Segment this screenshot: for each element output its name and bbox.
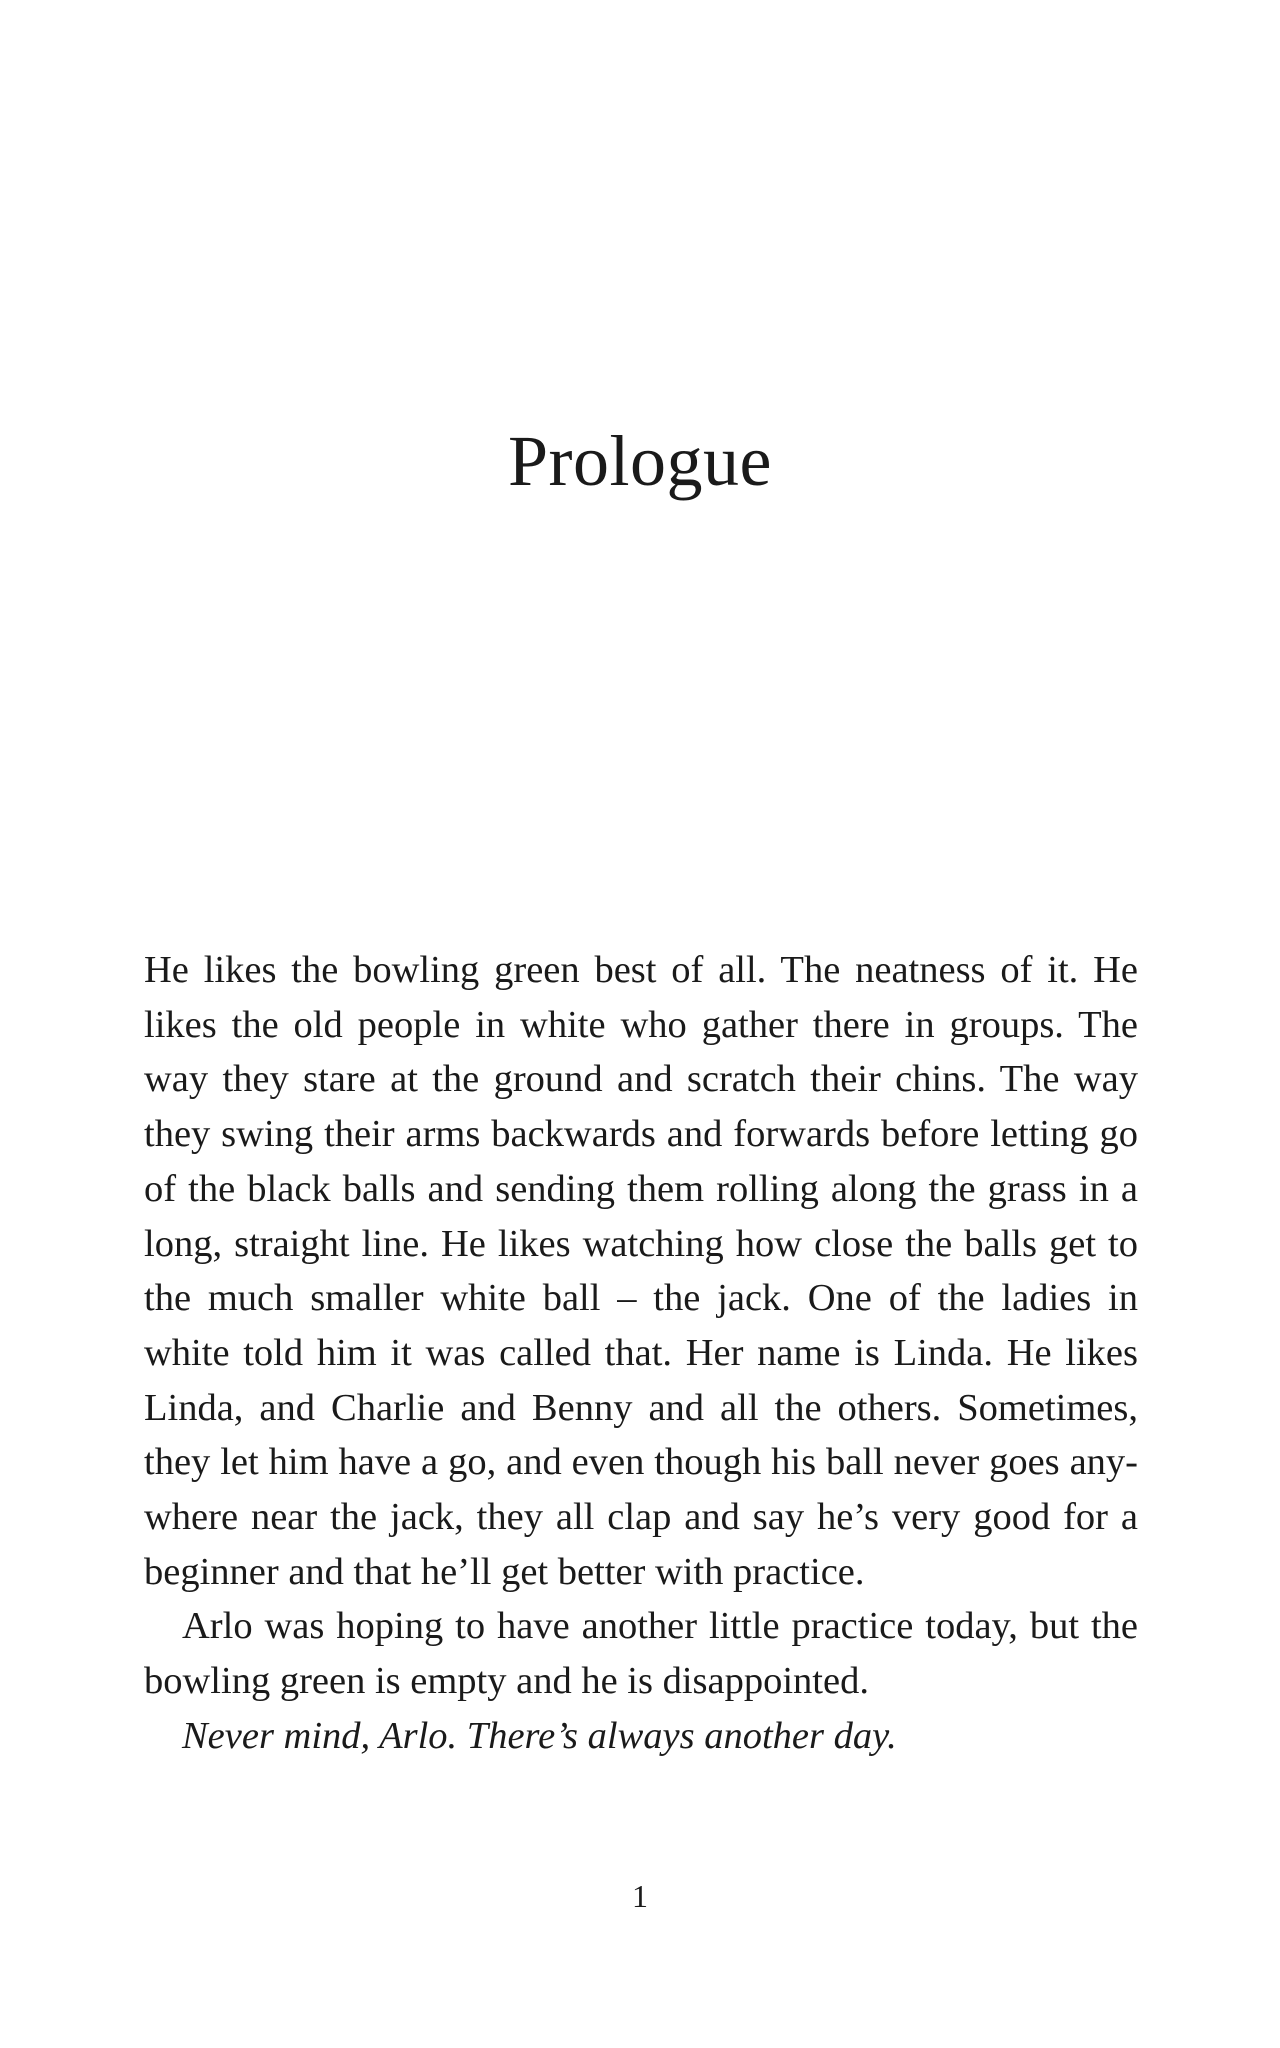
page-number: 1 [632,1878,648,1914]
chapter-title: Prologue [508,421,772,501]
paragraph-italic-thought: Never mind, Arlo. There’s always another day. [182,1714,897,1757]
chapter-body [144,943,1138,1764]
paragraph-arlo-hoping: Arlo was hoping to have another little practice today, but the bowling green is empty and he is disappointed. [144,1605,1138,1703]
paragraph-opening: He likes the bowling green best of all. The neatness of it. He likes the old people in white who gather there in groups. The way they stare at the ground and scratch their chins. The way they swing their arms backwards and forwards before letting go of the black balls and sending them rolling along the grass in a long, straight line. He likes watching how close the balls get to the much smaller white ball – the jack. One of the ladies in white told him it was called that. Her name is Linda. He likes Linda, and Charlie and Benny and all the others. Sometimes, they let him have a go, and even though his ball never goes anywhere near the jack, they all clap and say he’s very good for a beginner and that he’ll get better with practice. [144,949,1138,1593]
